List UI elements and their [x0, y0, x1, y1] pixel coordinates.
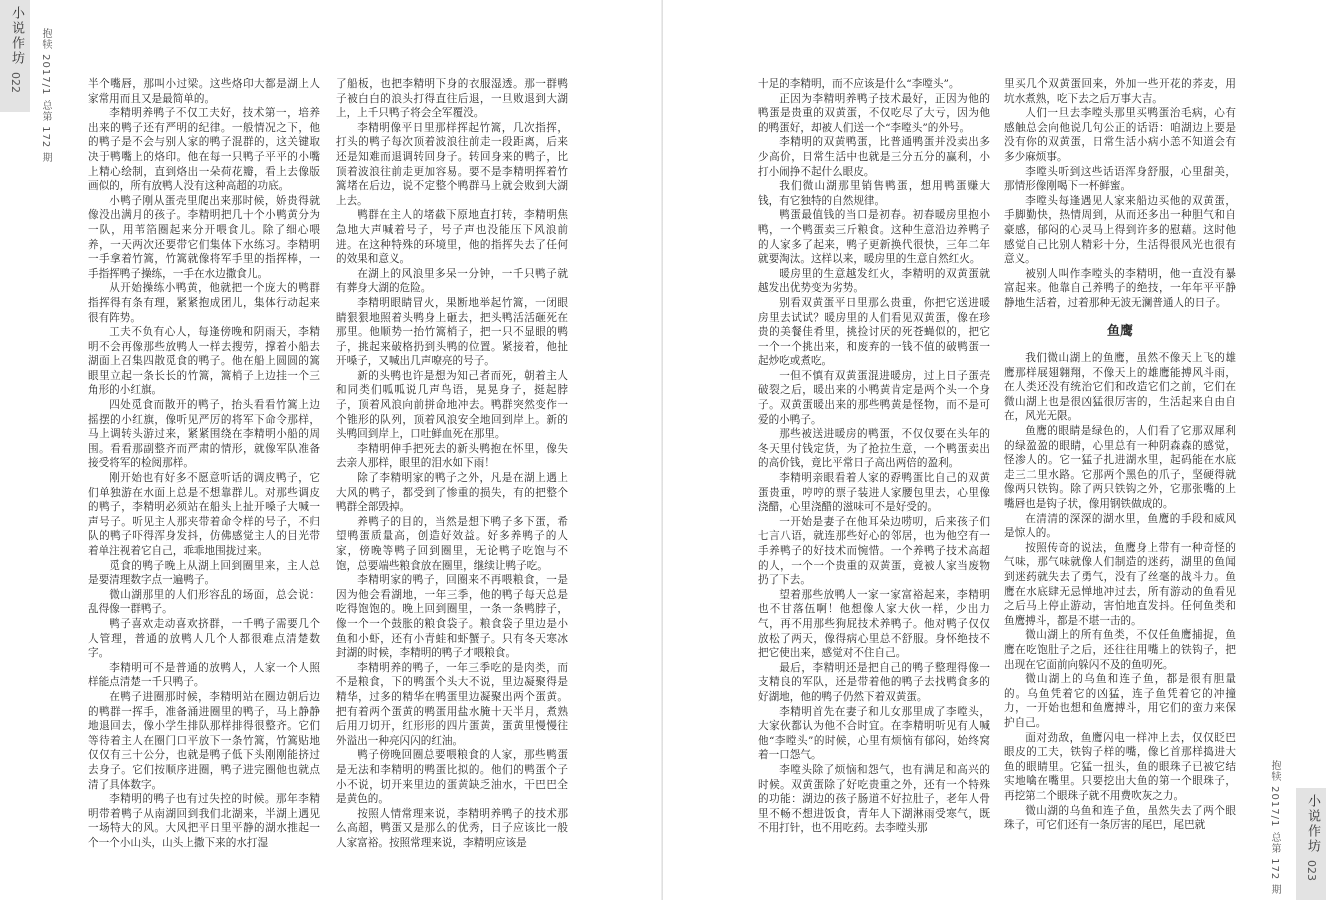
paragraph: 最后，李精明还是把自己的鸭子整理得像一支精良的军队，还是带着他的鸭子去找鸭食多的好湖地，他的鸭子仍然下着双黄蛋。: [758, 661, 990, 703]
paragraph: 李精明家的鸭子，回圈来不再喂粮食，一是因为他会看湖地，一年三季，他的鸭子每天总是吃得饱饱的。晚上回到圈里，一条一条鸭脖子，像一个一个鼓胀的粮食袋子。粮食袋子里边是小鱼和小虾，还有小青蛙和虾蟹子。只有冬天寒冰封湖的时候，李精明的鸭子才喂粮食。: [336, 574, 568, 660]
paragraph: 微山湖的乌鱼和连子鱼，虽然失去了两个眼珠子，可它们还有一条厉害的尾巴，尾巴就: [1004, 804, 1236, 832]
journal-label-right: 抱犊 2017/1: [1269, 760, 1280, 828]
paragraph: 一但不慎有双黄蛋混进暖房，过上日子蛋壳破裂之后，暖出来的小鸭黄肯定是两个头一个身子。双黄蛋暖出来的那些鸭黄是怪物，而不是可爱的小鸭子。: [758, 369, 990, 426]
paragraph: 微山湖上的所有鱼类，不仅任鱼鹰捕捉，鱼鹰在吃饱肚子之后，还往往用嘴上的铁钩子，把出现在它面前向躲闪不及的鱼叨死。: [1004, 629, 1236, 671]
paragraph: 在清清的深深的湖水里，鱼鹰的手段和威风是惊人的。: [1004, 512, 1236, 540]
paragraph: 在湖上的风浪里多呆一分钟，一千只鸭子就有葬身大湖的危险。: [336, 267, 568, 295]
paragraph: 刚开始也有好多不愿意听话的调皮鸭子，它们单独游在水面上总是不想靠群儿。对那些调皮的鸭子，李精明必须站在船头上扯开嗓子大喊一声号子。听见主人那夹带着命令样的号子，不归队的鸭子吓得浑身发抖，仿佛感觉主人的目光带着单注视着它自己，乖乖地围拢过来。: [88, 472, 320, 557]
paragraph: 正因为李精明养鸭子技术最好，正因为他的鸭蛋是贵重的双黄蛋，不仅吃尽了大亏，因为他的鸭蛋好，却被人们送一个“李嘡头”的外号。: [758, 92, 990, 134]
paragraph: 新的头鸭也许是想为知己者而死，朝着主人和同类们呱呱说几声鸟语，晃晃身子，挺起脖子，顶着风浪向前拼命地冲去。鸭群突然变作一个锥形的队列，顶着风浪安全地回到岸上。新的头鸭回到岸上，口吐鲜血死在那里。: [336, 369, 568, 441]
paragraph: 李精明像平日里那样挥起竹篙，几次指挥，打头的鸭子每次顶着波浪往前走一段距离，后来还是知难而退调转回身子。转回身来的鸭子，比顶着波浪往前走更加容易。要不是李精明挥着竹篙堵在后边，说不定整个鸭群马上就会败到大湖上去。: [336, 121, 568, 207]
section-title-left: 小说作坊: [9, 6, 24, 66]
paragraph: 养鸭子的目的，当然是想下鸭子多下蛋，希望鸭蛋质量高，创造好效益。好多养鸭子的人家，傍晚等鸭子回到圈里，无论鸭子吃饱与不饱，总要端些粮食放在圈里，继续让鸭子吃。: [336, 515, 568, 572]
paragraph: 从开始操练小鸭黄，他就把一个庞大的鸭群指挥得有条有理，紧紧抱成团儿，集体行动起来很有阵势。: [88, 282, 320, 324]
journal-label-left: 抱犊 2017/1: [40, 28, 51, 96]
section-tab-right: [1296, 788, 1326, 900]
paragraph: 一开始是妻子在他耳朵边唠叨，后来孩子们七言八语，就连那些好心的邻居，也为他空有一手养鸭子的好技术而惋惜。一个养鸭子技术高超的人，一个一个贵重的双黄蛋，竟被人家当废物扔了下去。: [758, 515, 990, 587]
paragraph: 李嘡头听到这些话语浑身舒服，心里甜美，那情形像刚喝下一杯鲜蜜。: [1004, 165, 1236, 193]
paragraph: 李嘡头除了烦恼和怨气，也有满足和高兴的时候。双黄蛋除了好吃贵重之外，还有一个特殊的功能：湖边的孩子肠道不好拉肚子，老年人骨里不畅不想进饭食，青年人下湖淋雨受寒气，既不用打针，也不用吃药。去李嘡头那: [758, 763, 990, 835]
paragraph: 我们微山湖那里销售鸭蛋，想用鸭蛋赚大钱，有它独特的自然规律。: [758, 180, 990, 207]
issue-label-left: 总第 172 期: [40, 100, 51, 164]
paragraph: 工夫不负有心人，每逢傍晚和阴雨天，李精明不会再像那些放鸭人一样去搜劳，撑着小船去湖面上召集四散觅食的鸭子。他在船上圆圆的篙眼里立起一条长长的竹篙，篙梢子上边挂一个三角形的小红旗。: [88, 326, 320, 397]
paragraph: 别看双黄蛋平日里那么贵重，你把它送进暖房里去试试？暖房里的人们看见双黄蛋，像在珍贵的美餐佳肴里，挑捡讨厌的死苍蝇似的，把它一个一个挑出来，和废弃的一钱不值的破鸭蛋一起炒吃或煮吃。: [758, 296, 990, 368]
paragraph: 鸭子喜欢走动喜欢挤群，一千鸭子需要几个人管理，普通的放鸭人几个人都很难点清楚数字。: [88, 617, 320, 660]
paragraph: 李嘡头每逢遇见人家来船边买他的双黄蛋，手脚勤快，热情周到，从而还多出一种胆气和自豪感，郁闷的心灵马上得到许多的慰藉。这时他感觉自己比别人精彩十分，生活得很风光也很有意义。: [1004, 194, 1236, 266]
issue-label-right: 总第 172 期: [1269, 832, 1280, 896]
paragraph: 李精明伸手把死去的新头鸭抱在怀里，像失去亲人那样，眼里的泪水如下雨！: [336, 442, 568, 470]
paragraph: 李精明可不是普通的放鸭人，人家一个人照样能点清楚一千只鸭子。: [88, 661, 320, 689]
paragraph: 鸭子傍晚回圈总要喂粮食的人家，那些鸭蛋是无法和李精明的鸭蛋比拟的。他们的鸭蛋个子小不说，切开来里边的蛋黄缺乏油水，干巴巴全是黄色的。: [336, 749, 568, 806]
paragraph: 李精明的双黄鸭蛋，比普通鸭蛋并没卖出多少高价，日常生活中也就是三分五分的赢利，小打小闹挣不起什么眼皮。: [758, 136, 990, 178]
section-title-right: 小说作坊: [1305, 794, 1320, 854]
paragraph: 人们一旦去李嘡头那里买鸭蛋治毛病，心有感触总会向他说几句公正的话语：咱湖边上要是没有你的双黄蛋，日常生活小病小恙不知道会有多少麻烦事。: [1004, 107, 1236, 163]
paragraph: 四处觅食而散开的鸭子，抬头看看竹篙上边摇摆的小红旗，像听见严厉的将军下命令那样，马上调转头游过来，紧紧围绕在李精明小船的周围。看看那副整齐而严肃的情形，就像军队准备接受将军的检阅那样。: [88, 399, 320, 470]
section-tab-left: [0, 0, 30, 112]
text-column: [758, 77, 990, 889]
paragraph: 望着那些放鸭人一家一家富裕起来，李精明也不甘落伍啊！他想像人家大伙一样，少出力气，再不用那些狗屁技术养鸭子。他对鸭子仅仅放松了两天，像得病心里总不舒服。身怀绝技不把它使出来，感觉对不住自己。: [758, 588, 990, 660]
paragraph: 李精明养的鸭子，一年三季吃的是肉类，而不是粮食，下的鸭蛋个头大不说，里边凝聚得是精华，过多的精华在鸭蛋里边凝聚出两个蛋黄。把有着两个蛋黄的鸭蛋用盐水腌十天半月，煮熟后用刀切开，红形形的四片蛋黄，蛋黄里慢慢往外溢出一种亮闪闪的红油。: [336, 661, 568, 747]
paragraph: 半个嘴唇，那叫小过梁。这些烙印大都是湖上人家常用而且又是最简单的。: [88, 78, 320, 105]
paragraph: 鸭蛋最值钱的当口是初春。初春暖房里抱小鸭，一个鸭蛋卖三斤粮食。这种生意沿边养鸭子的人家多了起来，鸭子更新换代很快，三年二年就要淘汰。这样以来，暖房里的生意自然红火。: [758, 209, 990, 266]
paragraph: 李精明的鸭子也有过失控的时候。那年李精明带着鸭子从南湖回到我们北湖来，半湖上遇见一场特大的风。大风把平日里平静的湖水推起一个一个小山头，山头上撒下来的水打湿: [88, 793, 320, 849]
paragraph: 面对劲敌，鱼鹰闪电一样冲上去，仅仅眨巴眼皮的工夫，铁钩子样的嘴，像匕首那样捣进大鱼的眼睛里。它猛一扭头，鱼的眼珠子已被它结实地噙在嘴里。只要挖出大鱼的第一个眼珠子，再挖第二个眼珠子就不用费吹灰之力。: [1004, 731, 1236, 802]
article-title: 鱼鹰: [1106, 323, 1133, 339]
paragraph: 小鸭子刚从蛋壳里爬出来那时候，娇贵得就像没出满月的孩子。李精明把几十个小鸭黄分为一队，用苇箔圈起来分开喂食儿。除了细心喂养，一天两次还要带它们集体下水练习。李精明一手拿着竹篙，竹篙就像将军手里的指挥棒，一手指挥鸭子操练，一手在水边撒食儿。: [88, 194, 320, 280]
text-column: [88, 77, 320, 889]
right-page: [663, 0, 1326, 900]
text-column: [336, 77, 568, 889]
paragraph: 鱼鹰的眼睛是绿色的，人们看了它那双犀利的绿盈盈的眼睛，心里总有一种阴森森的感觉，怪渗人的。它一猛子扎进湖水里，起码能在水底走三二里水路。它那两个黑色的爪子，坚硬得就像两只铁钩。除了两只铁钩之外，它那张嘴的上嘴唇也是钩子状，像用钢铁做成的。: [1004, 425, 1236, 511]
paragraph: 里买几个双黄蛋回来，外加一些开花的荞麦，用坑水煮熟，吃下去之后万事大吉。: [1004, 78, 1236, 105]
paragraph: 按照传奇的说法，鱼鹰身上带有一种奇怪的气味，那气味就像人们制造的迷药，湖里的鱼闻到迷药就失去了勇气，没有了丝毫的战斗力。鱼鹰在水底肆无忌惮地冲过去，所有游动的鱼看见之后马上停止游动，害怕地直发抖。任何鱼类和鱼鹰搏斗，都是不堪一击的。: [1004, 541, 1236, 627]
paragraph: 了船板，也把李精明下身的衣服湿透。那一群鸭子被白白的浪头打得直往后退，一旦败退到大湖上，上千只鸭子将会全军覆没。: [336, 78, 568, 120]
page-number-left: 022: [9, 72, 22, 93]
page-number-right: 023: [1305, 860, 1318, 881]
paragraph: 按照人情常理来说，李精明养鸭子的技术那么高超，鸭蛋又是那么的优秀，日子应该比一般人家富裕。按照常理来说，李精明应该是: [336, 807, 568, 849]
paragraph: 鸭群在主人的堵截下原地直打转，李精明焦急地大声喊着号子，号子声也没能压下风浪前进。在这种特殊的环境里，他的指挥失去了任何的效果和意义。: [336, 209, 568, 266]
paragraph: 在鸭子进圈那时候，李精明站在圈边朝后边的鸭群一挥手，准备涌进圈里的鸭子，马上静静地退回去，像小学生排队那样排得很整齐。它们等待着主人在圈门口平放下一条竹篙，竹篙贴地仅仅有三十公分，也就是鸭子低下头刚刚能挤过去身子。它们按顺序进圈，鸭子进完圈他也就点清了具体数字。: [88, 690, 320, 791]
paragraph: 被别人叫作李嘡头的李精明，他一直没有暴富起来。他靠自己养鸭子的绝技，一年年平平静静地生活着，过着那种无波无澜普通人的日子。: [1004, 267, 1236, 309]
paragraph: 我们微山湖上的鱼鹰，虽然不像天上飞的雄鹰那样展翅翱翔，不像天上的雄鹰能搏风斗雨，在人类还没有统治它们和改造它们之前，它们在微山湖上也是很凶猛很厉害的，生活起来自由自在，风光无限。: [1004, 352, 1236, 423]
paragraph: 李精明首先在妻子和儿女那里成了李嘡头，大家伙都认为他不合时宜。在李精明听见有人喊他“李嘡头”的时候，心里有烦恼有郁闷，始终窝着一口怨气。: [758, 705, 990, 762]
paragraph: 十足的李精明，而不应该是什么“李嘡头”。: [758, 78, 960, 90]
paragraph: 除了李精明家的鸭子之外，凡是在湖上遇上大风的鸭子，都受到了惨重的损失，有的把整个鸭群全部毁掉。: [336, 472, 568, 514]
text-column: [1004, 77, 1236, 889]
paragraph: 暖房里的生意越发红火，李精明的双黄蛋就越发出优势变为劣势。: [758, 267, 990, 295]
paragraph: 那些被送进暖房的鸭蛋，不仅仅要在头年的冬天里付钱定货，为了抢拉生意，一个鸭蛋卖出的高价钱，竟比平常日子高出两倍的盈利。: [758, 428, 990, 470]
paragraph: 李精明亲眼看着人家的孬鸭蛋比自己的双黄蛋贵重，哼哼的票子装进人家腰包里去，心里像浇醋，心里浇醋的滋味可不是好受的。: [758, 472, 990, 514]
paragraph: 李精明养鸭子不仅工夫好，技术第一，培养出来的鸭子还有严明的纪律。一般情况之下，他的鸭子是不会与别人家的鸭子混群的，这关键取决于鸭嘴上的烙印。他在每一只鸭子平平的小嘴上精心绘制，直到烙出一朵荷花瓣，看上去像版画似的，所有放鸭人没有这种高超的功底。: [88, 107, 320, 193]
paragraph: 觅食的鸭子晚上从湖上回到圈里来，主人总是要清理数字点一遍鸭子。: [88, 559, 320, 587]
paragraph: 李精明眼睛冒火，果断地举起竹篙，一闭眼睛狠狠地照着头鸭身上砸去，把头鸭活活砸死在那里。他顺势一抬竹篙梢子，把一只不显眼的鸭子，挑起来破格扔到头鸭的位置。紧接着，他扯开嗓子，又喊出几声嘹亮的号子。: [336, 296, 568, 368]
paragraph: 微山湖上的乌鱼和连子鱼，都是很有胆量的。乌鱼凭着它的凶猛，连子鱼凭着它的冲撞力，一开始也想和鱼鹰搏斗，用它们的蛮力来保护自己。: [1004, 673, 1236, 729]
paragraph: 微山湖那里的人们形容乱的场面，总会说：乱得像一群鸭子。: [88, 588, 320, 616]
